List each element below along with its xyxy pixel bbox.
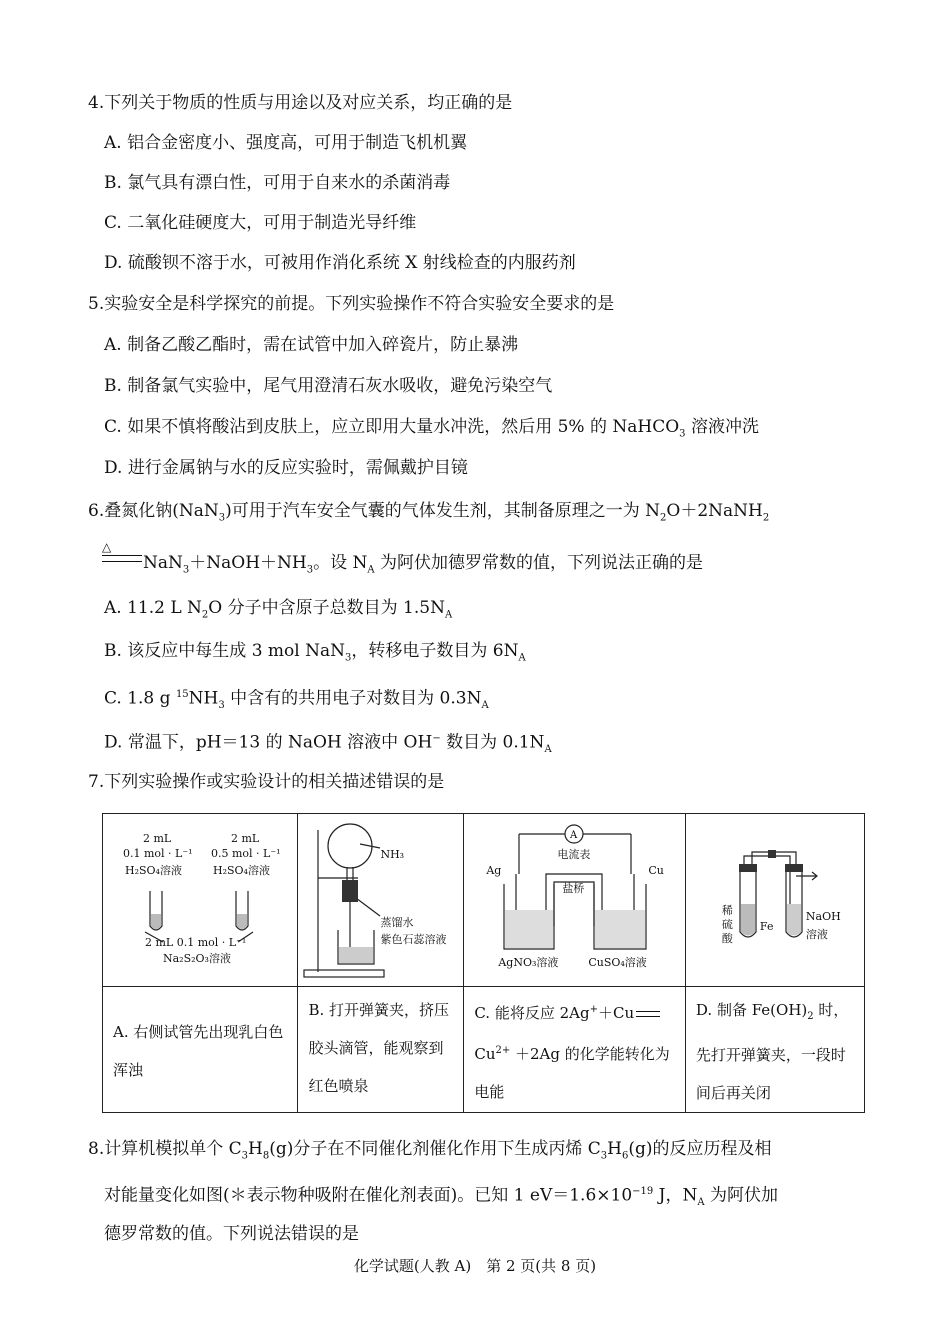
d-acid-label-3: 酸: [721, 932, 733, 945]
b-litmus-label: 紫色石蕊溶液: [380, 933, 447, 946]
c-bridge-label: 盐桥: [562, 882, 585, 895]
q7-option-b: B. 打开弹簧夹，挤压胶头滴管，能观察到红色喷泉: [308, 1001, 450, 1095]
q5-option-d: D. 进行金属钠与水的反应实验时，需佩戴护目镜: [104, 458, 468, 478]
q5-option-a: A. 制备乙酸乙酯时，需在试管中加入碎瓷片，防止暴沸: [104, 335, 519, 355]
cell-apparatus-c: [464, 814, 686, 987]
q7-option-d: D. 制备 $Fe(OH)_2$ 时，先打开弹簧夹，一段时间后再关闭: [695, 1001, 849, 1102]
q6-option-b: B. 该反应中每生成 3 mol NaN$_3$，转移电子数目为 $6N_A$: [104, 641, 526, 664]
c-agno3-label: AgNO₃溶液: [498, 956, 559, 969]
a-right-conc: 0.5 mol · L⁻¹: [211, 847, 281, 860]
d-fe-label: Fe: [759, 920, 774, 933]
c-meter-label: 电流表: [557, 848, 591, 861]
q4-option-d: D. 硫酸钡不溶于水，可被用作消化系统 X 射线检查的内服药剂: [104, 253, 576, 273]
q6-stem-line1: 6.叠氮化钠(NaN$_3$)可用于汽车安全气囊的气体发生剂，其制备原理之一为 $N_2O+2NaNH_2$: [88, 501, 770, 524]
d-acid-label-2: 硫: [721, 918, 733, 931]
a-right-vol: 2 mL: [231, 832, 260, 845]
a-bottom-soln: Na₂S₂O₃溶液: [163, 952, 231, 965]
heat-condition: △: [102, 540, 112, 554]
q7-stem: 7.下列实验操作或实验设计的相关描述错误的是: [88, 772, 445, 792]
experiment-table: [102, 813, 865, 1113]
q7-option-a: A. 右侧试管先出现乳白色浑浊: [113, 1023, 284, 1079]
a-bottom-conc: 2 mL 0.1 mol · L⁻¹: [145, 936, 247, 949]
q6-option-c: C. 1.8 g $^{15}NH_3$ 中含有的共用电子对数目为 $0.3N_A$: [104, 688, 489, 712]
b-nh3-label: NH₃: [380, 848, 405, 861]
equals-arrow: [102, 555, 142, 562]
d-naoh-label-1: NaOH: [805, 910, 841, 923]
cell-apparatus-b: [298, 814, 464, 987]
d-naoh-label-2: 溶液: [805, 928, 828, 941]
q6-option-a: A. 11.2 L $N_2O$ 分子中含原子总数目为 $1.5N_A$: [104, 598, 453, 621]
q5-stem: 5.实验安全是科学探究的前提。下列实验操作不符合实验安全要求的是: [88, 294, 615, 314]
q5-option-c: C. 如果不慎将酸沾到皮肤上，应立即用大量水冲洗，然后用 5% 的 NaHCO$_3$ 溶液冲洗: [104, 417, 759, 440]
a-left-conc: 0.1 mol · L⁻¹: [123, 847, 193, 860]
c-meter-symbol: A: [570, 830, 578, 841]
c-cuso4-label: CuSO₄溶液: [588, 956, 647, 969]
q8-line2: 对能量变化如图(＊表示物种吸附在催化剂表面)。已知 1 $eV=1.6\times 10^{-19}$ J，$N_A$ 为阿伏加: [104, 1185, 778, 1209]
cell-apparatus-a: [103, 814, 298, 987]
cell-apparatus-d: [685, 814, 864, 987]
q5-option-b: B. 制备氯气实验中，尾气用澄清石灰水吸收，避免污染空气: [104, 376, 553, 396]
q4-option-c: C. 二氧化硅硬度大，可用于制造光导纤维: [104, 213, 417, 233]
a-right-soln: H₂SO₄溶液: [213, 864, 270, 877]
q4-option-b: B. 氯气具有漂白性，可用于自来水的杀菌消毒: [104, 173, 451, 193]
cell-desc-b: [298, 987, 464, 1113]
q4-option-a: A. 铝合金密度小、强度高，可用于制造飞机机翼: [104, 133, 468, 153]
d-acid-label-1: 稀: [721, 904, 733, 917]
q8-line1: 8.计算机模拟单个 $C_3H_8(g)$分子在不同催化剂催化作用下生成丙烯 $C_3H_6(g)$的反应历程及相: [88, 1139, 772, 1162]
fountain-diagram: [298, 814, 464, 986]
b-water-label: 蒸馏水: [380, 916, 414, 929]
a-left-soln: H₂SO₄溶液: [125, 864, 182, 877]
cell-desc-c: [464, 987, 686, 1113]
q8-line3: 德罗常数的值。下列说法错误的是: [104, 1224, 359, 1244]
q4-stem: 4.下列关于物质的性质与用途以及对应关系，均正确的是: [88, 93, 513, 113]
cell-desc-d: [685, 987, 864, 1113]
q6-option-d: D. 常温下，pH＝13 的 NaOH 溶液中 OH− 数目为 $0.1N_A$: [104, 732, 552, 756]
q7-option-c: C. 能将反应 2Ag+＋CuCu$^{2+}$ ＋2Ag 的化学能转化为电能: [474, 1004, 670, 1101]
c-ag-label: Ag: [486, 864, 502, 877]
c-cu-label: Cu: [648, 864, 664, 877]
cell-desc-a: [103, 987, 298, 1113]
page-footer: 化学试题(人教 A) 第 2 页(共 8 页): [353, 1257, 597, 1275]
feoh2-diagram: [686, 814, 865, 986]
a-left-vol: 2 mL: [143, 832, 172, 845]
q6-stem-line2: $NaN_3+NaOH+NH_3$。设 $N_A$ 为阿伏加德罗常数的值，下列说法正确的是: [143, 553, 704, 576]
